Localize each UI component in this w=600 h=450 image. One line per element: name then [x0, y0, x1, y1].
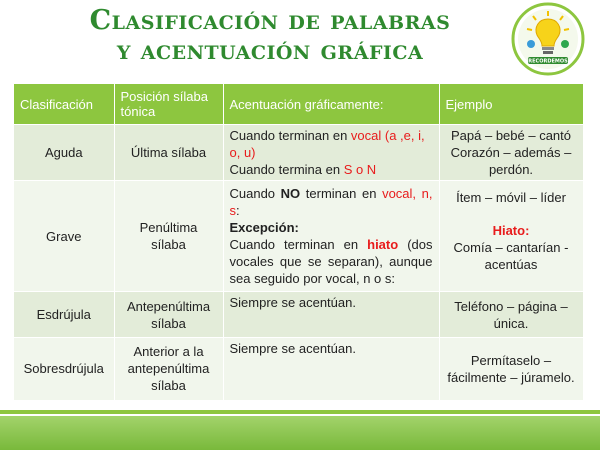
- lightbulb-icon: [511, 2, 585, 76]
- classification-table: [14, 84, 584, 400]
- title-line-1: Clasificación de palabras: [89, 5, 451, 36]
- title-line-2: y acentuación gráfica: [116, 35, 424, 66]
- table-row-aguda: [14, 125, 583, 181]
- table-header-row: [14, 84, 583, 125]
- page-title: [40, 6, 500, 66]
- hiato-ejemplo: Comía – cantarían - acentúas: [453, 240, 569, 272]
- cell-posicion: Última sílaba: [114, 125, 223, 181]
- logo-label: RECORDEMOS: [528, 58, 568, 65]
- cell-posicion: Penúltima sílaba: [114, 181, 223, 292]
- cell-ejemplo: Papá – bebé – cantó Corazón – además – perdón.: [439, 125, 583, 181]
- table-row-grave: [14, 181, 583, 292]
- excepcion-label: Excepción:: [229, 220, 299, 235]
- cell-ejemplo: Teléfono – página – única.: [439, 292, 583, 338]
- cell-clasificacion: Sobresdrújula: [14, 338, 114, 400]
- header-posicion: Posición sílaba tónica: [114, 84, 223, 125]
- cell-clasificacion: Grave: [14, 181, 114, 292]
- cell-acentuacion: Cuando terminan en vocal (a ,e, i, o, u) Cuando termina en S o N: [223, 125, 439, 181]
- cell-ejemplo: Ítem – móvil – líder Hiato: Comía – cantarían - acentúas: [439, 181, 583, 292]
- cell-acentuacion: Siempre se acentúan.: [223, 338, 439, 400]
- table-row-esdrujula: [14, 292, 583, 338]
- header-clasificacion: Clasificación: [14, 84, 114, 125]
- footer-divider: [0, 410, 600, 414]
- cell-acentuacion: Cuando NO terminan en vocal, n, s: Excepción: Cuando terminan en hiato (dos vocales que se separan), aunque sea seguido por vocal, n o s:: [223, 181, 439, 292]
- header-acentuacion: Acentuación gráficamente:: [223, 84, 439, 125]
- footer-bar: [0, 416, 600, 450]
- header-ejemplo: Ejemplo: [439, 84, 583, 125]
- cell-acentuacion: Siempre se acentúan.: [223, 292, 439, 338]
- hiato-label: Hiato:: [492, 223, 530, 238]
- cell-clasificacion: Aguda: [14, 125, 114, 181]
- cell-posicion: Antepenúltima sílaba: [114, 292, 223, 338]
- cell-ejemplo: Permítaselo – fácilmente – júramelo.: [439, 338, 583, 400]
- cell-clasificacion: Esdrújula: [14, 292, 114, 338]
- table-row-sobresdrujula: [14, 338, 583, 400]
- cell-posicion: Anterior a la antepenúltima sílaba: [114, 338, 223, 400]
